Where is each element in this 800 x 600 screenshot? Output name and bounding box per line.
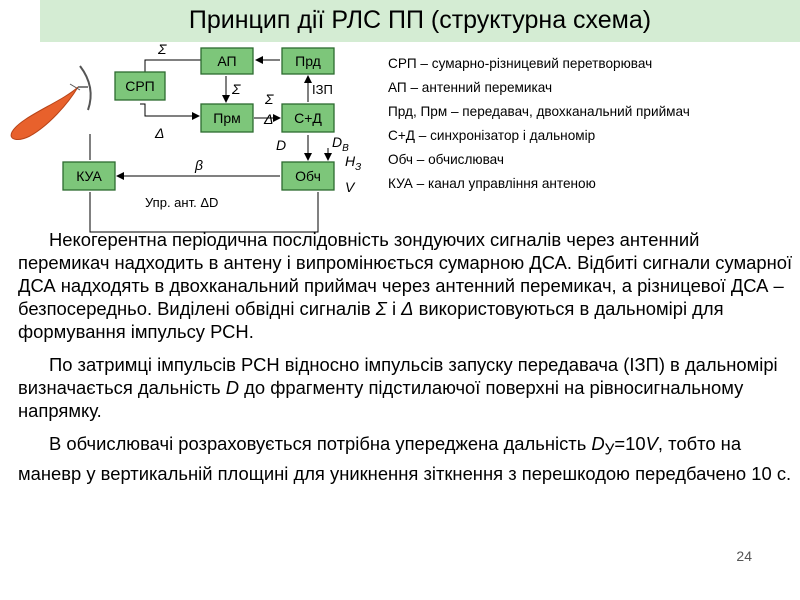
legend-item: Обч – обчислювач: [388, 152, 505, 167]
block-prm: [201, 104, 253, 132]
block-ap: [201, 48, 253, 74]
svg-text:СРП: СРП: [125, 78, 155, 94]
block-obch: [282, 162, 334, 190]
label-beta: β: [195, 157, 203, 173]
block-diagram: [0, 42, 380, 237]
block-prd: [282, 48, 334, 74]
paragraph-3: В обчислювачі розраховується потрібна упереджена дальність $D_У=10V$, тобто на маневр у вертикальній площині для уникнення зіткнення з перешкодою передбачено 10 с.: [18, 433, 792, 484]
label-d: D: [276, 137, 287, 153]
label-sigma-top: Σ: [158, 42, 167, 57]
legend: [388, 52, 793, 196]
antenna-lobe: [11, 87, 78, 139]
label-delta-left: Δ: [155, 125, 165, 141]
paragraph-1: Некогерентна періодична послідовність зондуючих сигналів через антенний перемикач надходить в антену і випромінюється сумарною ДСА. Відбиті сигнали сумарної ДСА надходять в двохканальний приймач через антенний перемикач, а різницевої ДСА – безпосередньо. Виділені обвідні сигналів Σ і Δ використовуються в дальномірі для формування імпульсу РСН.: [18, 229, 793, 342]
legend-item: Прд, Прм – передавач, двохканальний приймач: [388, 104, 690, 119]
svg-text:С+Д: С+Д: [294, 110, 322, 126]
label-dv: $D_В$: [332, 134, 349, 154]
legend-item: КУА – канал управління антеною: [388, 176, 596, 191]
label-upr-ant: Упр. ант. ΔD: [145, 195, 219, 210]
legend-item: СРП – сумарно-різницевий перетворювач: [388, 56, 653, 71]
label-izp: ІЗП: [312, 82, 333, 97]
label-delta-right: Δ: [264, 111, 274, 127]
svg-text:Прм: Прм: [213, 110, 241, 126]
svg-text:Обч: Обч: [295, 168, 321, 184]
title-bar: [40, 0, 800, 42]
legend-item: АП – антенний перемикач: [388, 80, 553, 95]
body-text: [18, 228, 793, 495]
label-hz: $H_З$: [345, 153, 362, 173]
legend-item: С+Д – синхронізатор і дальномір: [388, 128, 596, 143]
slide-title: Принцип дії РЛС ПП (структурна схема): [188, 6, 652, 34]
block-sd: [282, 104, 334, 132]
paragraph-2: По затримці імпульсів РСН відносно імпульсів запуску передавача (ІЗП) в дальномірі визначається дальність D до фрагменту підстилаючої поверхні на рівносигнальному напрямку.: [18, 354, 778, 421]
label-sigma-right: Σ: [265, 91, 274, 107]
antenna-dish-icon: [80, 66, 91, 110]
label-v: V: [345, 179, 355, 195]
svg-text:КУА: КУА: [76, 168, 102, 184]
block-srp: [115, 72, 165, 100]
svg-text:Прд: Прд: [295, 53, 321, 69]
label-sigma-mid: Σ: [232, 81, 241, 97]
page-number: 24: [736, 548, 752, 564]
svg-text:АП: АП: [217, 53, 237, 69]
block-kua: [63, 162, 115, 190]
